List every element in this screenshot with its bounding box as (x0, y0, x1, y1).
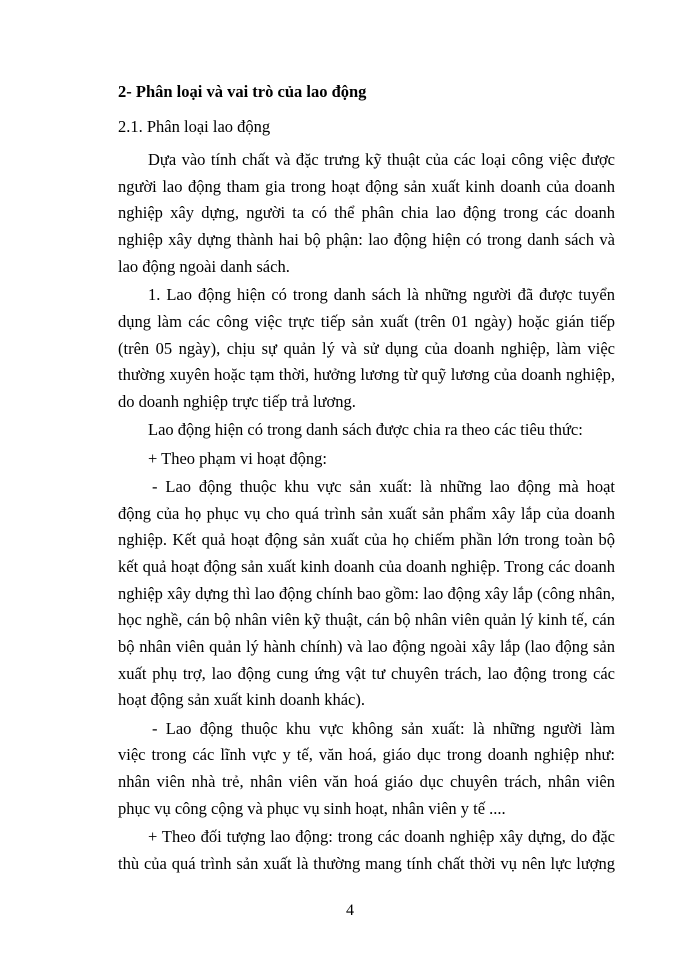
paragraph-line: việc trong các lĩnh vực y tế, văn hoá, giáo dục trong doanh nghiệp như: (118, 745, 615, 765)
section-title: 2- Phân loại và vai trò của lao động (118, 82, 367, 101)
paragraph-line: động của họ phục vụ cho quá trình sản xuất sản phẩm xây lắp của doanh (118, 503, 615, 523)
subsection-title: 2.1. Phân loại lao động (118, 117, 271, 136)
paragraph-line: Dựa vào tính chất và đặc trưng kỹ thuật của các loại công việc được (148, 150, 615, 169)
paragraph-line: người lao động tham gia trong hoạt động sản xuất kinh doanh của doanh (118, 176, 615, 196)
paragraph-line: nghiệp. Kết quả hoạt động sản xuất của họ chiếm phần lớn trong toàn bộ (118, 530, 615, 550)
paragraph-line: học nghề, cán bộ nhân viên kỹ thuật, cán bộ nhân viên quản lý kinh tế, cán (118, 610, 615, 630)
paragraph-line: lao động ngoài danh sách. (118, 256, 290, 276)
paragraph-line: Lao động hiện có trong danh sách được chia ra theo các tiêu thức: (148, 420, 583, 440)
paragraph-line: xuất phụ trợ, lao động cung ứng vật tư chuyên trách, lao động trong các (118, 663, 615, 683)
list-item-line: - Lao động thuộc khu vực sản xuất: là những lao động mà hoạt (152, 476, 615, 496)
paragraph-line: phục vụ công cộng và phục vụ sinh hoạt, nhân viên y tế .... (118, 798, 506, 818)
paragraph-line: nghiệp xây dựng thành hai bộ phận: lao động hiện có trong danh sách và (118, 230, 615, 250)
paragraph-line: do doanh nghiệp trực tiếp trả lương. (118, 391, 356, 411)
page-number: 4 (346, 902, 354, 919)
paragraph-line: thù của quá trình sản xuất là thường mang tính chất thời vụ nên lực lượng (118, 853, 615, 873)
paragraph-line: bộ nhân viên quản lý hành chính) và lao động ngoài xây lắp (lao động sản (118, 637, 615, 656)
paragraph-line: nhân viên nhà trẻ, nhân viên văn hoá giáo dục chuyên trách, nhân viên (118, 772, 615, 792)
list-item-line: - Lao động thuộc khu vực không sản xuất: là những người làm (152, 718, 615, 738)
paragraph-line: (trên 05 ngày), chịu sự quản lý và sử dụng của doanh nghiệp, làm việc (118, 338, 615, 358)
list-item-line: + Theo phạm vi hoạt động: (148, 448, 328, 468)
paragraph-line: dụng làm các công việc trực tiếp sản xuất (trên 01 ngày) hoặc gián tiếp (118, 311, 615, 331)
paragraph-line: nghiệp xây dựng thì lao động chính bao gồm: lao động xây lắp (công nhân, (118, 583, 615, 603)
paragraph-line: 1. Lao động hiện có trong danh sách là những người đã được tuyển (148, 285, 615, 305)
paragraph-line: nghiệp xây dựng, người ta có thể phân chia lao động trong các doanh (118, 203, 615, 223)
paragraph-line: thường xuyên hoặc tạm thời, hưởng lương từ quỹ lương của doanh nghiệp, (118, 365, 615, 385)
paragraph-line: hoạt động sản xuất kinh doanh khác). (118, 690, 365, 710)
list-item-line: + Theo đối tượng lao động: trong các doanh nghiệp xây dựng, do đặc (148, 827, 615, 847)
paragraph-line: kết quả hoạt động sản xuất kinh doanh của doanh nghiệp. Trong các doanh (118, 556, 615, 576)
